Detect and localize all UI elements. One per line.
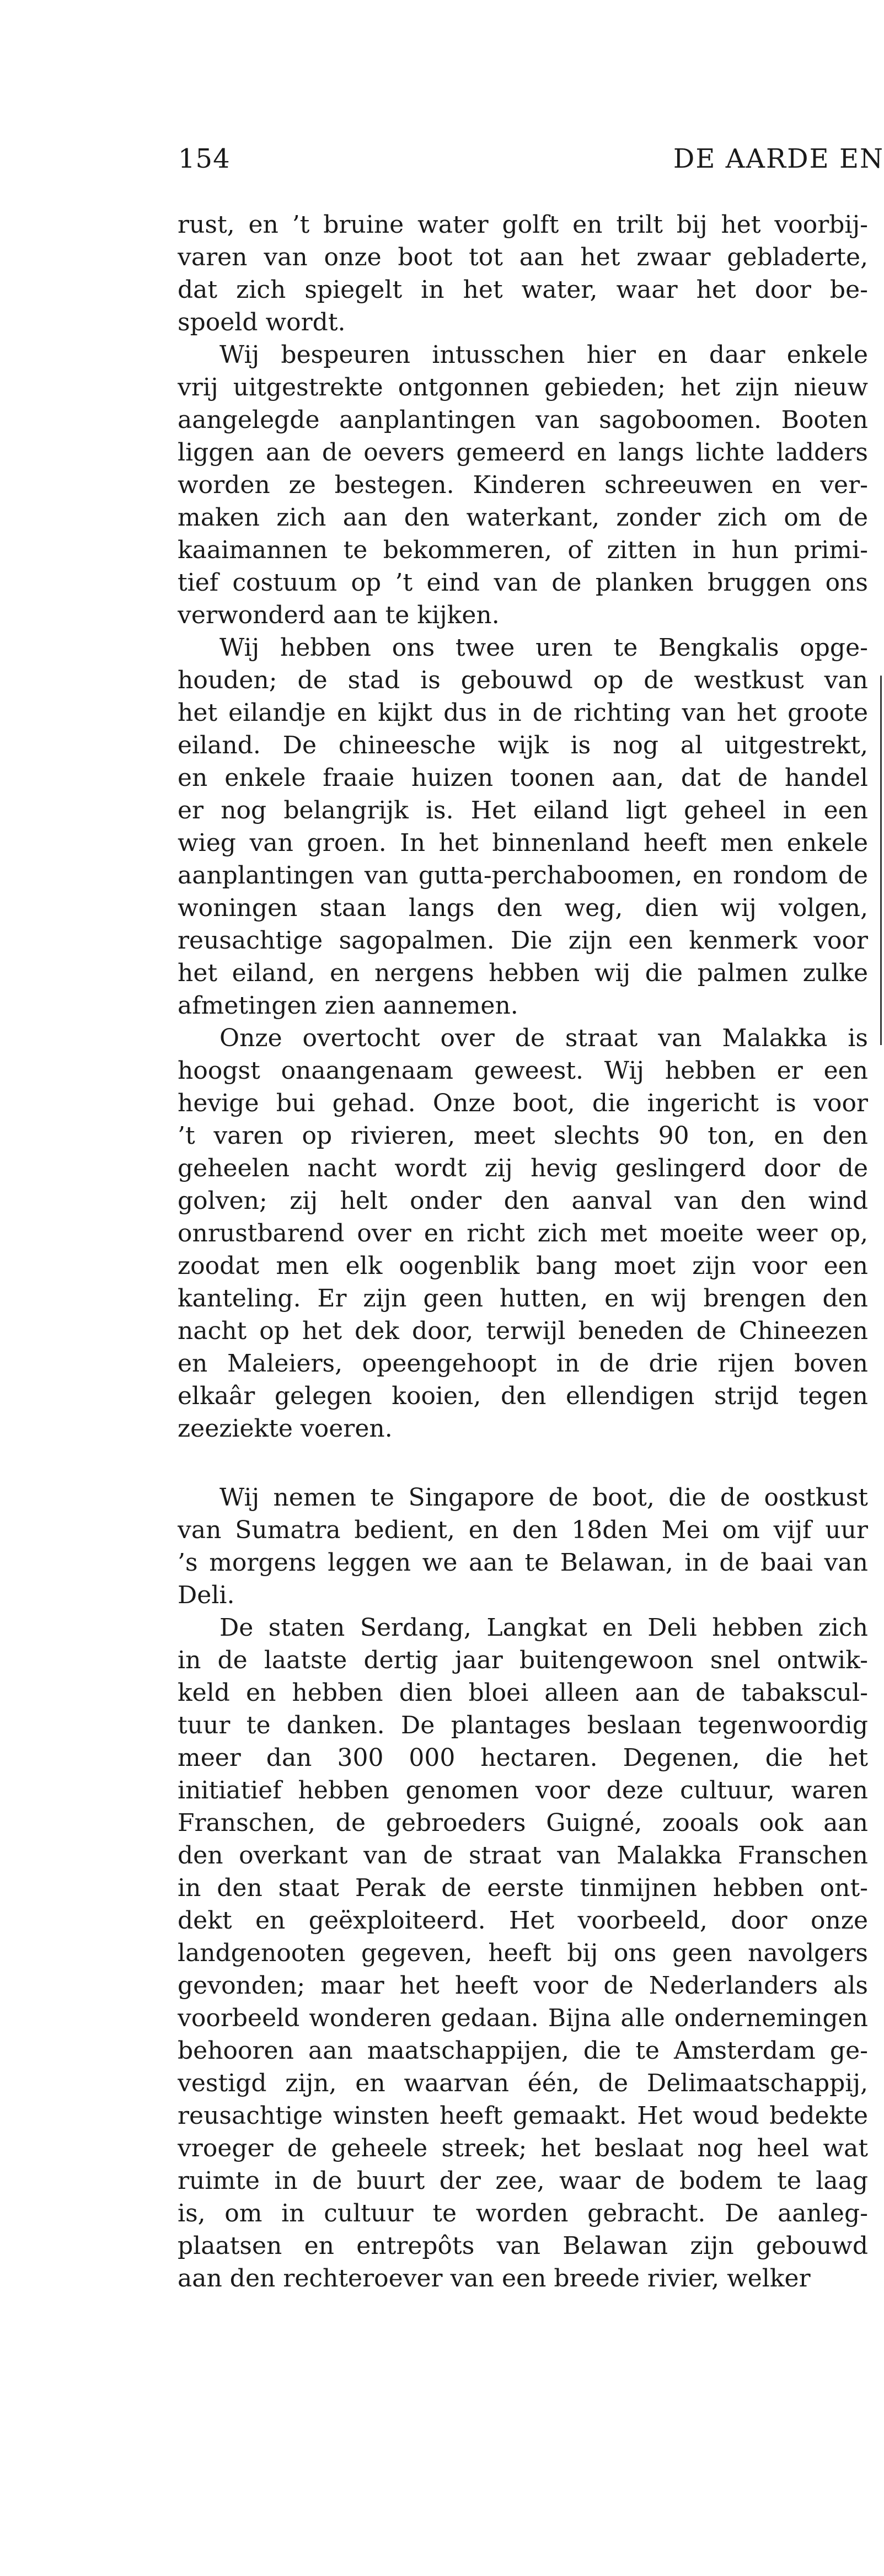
text-line: en Maleiers, opeengehoopt in de drie rijen boven (178, 1349, 868, 1378)
text-line: aangelegde aanplantingen van sagoboomen. Booten (178, 406, 868, 434)
paragraph (178, 631, 868, 1022)
text-line: ruimte in de buurt der zee, waar de bodem te laag (178, 2167, 868, 2195)
text-line: dekt en geëxploiteerd. Het voorbeeld, door onze (178, 1906, 868, 1935)
text-line: Wij hebben ons twee uren te Bengkalis opge- (219, 634, 868, 662)
text-line: ’t varen op rivieren, meet slechts 90 ton, en den (178, 1122, 868, 1150)
paragraph (178, 1481, 868, 1611)
text-line: Deli. (178, 1581, 235, 1609)
text-line: van Sumatra bedient, en den 18den Mei om vijf uur (178, 1516, 868, 1544)
paragraph (178, 1022, 868, 1445)
text-line: Franschen, de gebroeders Guigné, zooals ook aan (178, 1809, 868, 1837)
text-line: den overkant van de straat van Malakka Franschen (178, 1841, 868, 1870)
text-line: dat zich spiegelt in het water, waar het door be- (178, 276, 868, 304)
paragraph (178, 208, 868, 339)
text-line: is, om in cultuur te worden gebracht. De aanleg- (178, 2199, 868, 2227)
text-line: in den staat Perak de eerste tinmijnen hebben ont- (178, 1874, 868, 1902)
text-line: Onze overtocht over de straat van Malakka is (219, 1024, 868, 1052)
text-line: geheelen nacht wordt zij hevig geslingerd door de (178, 1154, 868, 1182)
running-head: DE AARDE EN (673, 143, 884, 174)
text-line: tuur te danken. De plantages beslaan tegenwoordig (178, 1711, 868, 1739)
text-line: varen van onze boot tot aan het zwaar gebladerte, (178, 243, 868, 271)
text-line: hoogst onaangenaam geweest. Wij hebben er een (178, 1057, 868, 1085)
text-line: onrustbarend over en richt zich met moeite weer op, (178, 1219, 868, 1247)
text-line: De staten Serdang, Langkat en Deli hebben zich (219, 1614, 868, 1642)
text-line: spoeld wordt. (178, 308, 346, 336)
text-line: het eiland, en nergens hebben wij die palmen zulke (178, 959, 868, 987)
text-line: woningen staan langs den weg, dien wij volgen, (178, 894, 868, 922)
text-line: worden ze bestegen. Kinderen schreeuwen en ver- (178, 471, 868, 499)
text-line: wieg van groen. In het binnenland heeft men enkele (178, 829, 868, 857)
text-line: behooren aan maatschappijen, die te Amsterdam ge- (178, 2037, 868, 2065)
text-line: Wij bespeuren intusschen hier en daar enkele (219, 341, 868, 369)
text-line: aan den rechteroever van een breede rivier, welker (178, 2264, 811, 2293)
text-line: verwonderd aan te kijken. (178, 601, 500, 629)
text-line: er nog belangrijk is. Het eiland ligt geheel in een (178, 796, 868, 824)
text-line: kanteling. Er zijn geen hutten, en wij brengen den (178, 1284, 868, 1313)
text-line: hevige bui gehad. Onze boot, die ingericht is voor (178, 1089, 868, 1117)
text-line: eiland. De chineesche wijk is nog al uitgestrekt, (178, 731, 868, 759)
text-line: ’s morgens leggen we aan te Belawan, in de baai van (178, 1549, 868, 1577)
section-break (178, 1445, 868, 1481)
text-line: in de laatste dertig jaar buitengewoon snel ontwik- (178, 1646, 868, 1674)
text-line: vrij uitgestrekte ontgonnen gebieden; het zijn nieuw (178, 373, 868, 401)
text-line: landgenooten gegeven, heeft bij ons geen navolgers (178, 1939, 868, 1967)
text-line: maken zich aan den waterkant, zonder zich om de (178, 504, 868, 532)
paragraph (178, 339, 868, 631)
paragraph (178, 1611, 868, 2295)
text-line: reusachtige winsten heeft gemaakt. Het woud bedekte (178, 2102, 868, 2130)
text-line: kaaimannen te bekommeren, of zitten in hun primi- (178, 536, 868, 564)
text-line: zoodat men elk oogenblik bang moet zijn voor een (178, 1252, 868, 1280)
text-line: plaatsen en entrepôts van Belawan zijn gebouwd (178, 2232, 868, 2260)
text-line: meer dan 300 000 hectaren. Degenen, die het (178, 1744, 868, 1772)
text-line: gevonden; maar het heeft voor de Nederlanders als (178, 1972, 868, 2000)
text-line: Wij nemen te Singapore de boot, die de oostkust (219, 1484, 868, 1512)
text-line: aanplantingen van gutta-perchaboomen, en rondom de (178, 861, 868, 890)
text-line: keld en hebben dien bloei alleen aan de tabakscul- (178, 1679, 868, 1707)
text-line: golven; zij helt onder den aanval van den wind (178, 1187, 868, 1215)
text-line: initiatief hebben genomen voor deze cultuur, waren (178, 1776, 868, 1804)
text-line: vroeger de geheele streek; het beslaat nog heel wat (178, 2134, 868, 2162)
text-line: en enkele fraaie huizen toonen aan, dat de handel (178, 764, 868, 792)
text-line: houden; de stad is gebouwd op de westkust van (178, 666, 868, 694)
body-text (178, 208, 868, 2295)
text-line: elkaâr gelegen kooien, den ellendigen strijd tegen (178, 1382, 868, 1410)
text-line: nacht op het dek door, terwijl beneden de Chineezen (178, 1317, 868, 1345)
text-line: rust, en ’t bruine water golft en trilt bij het voorbij- (178, 211, 868, 239)
text-line: het eilandje en kijkt dus in de richting van het groote (178, 699, 868, 727)
text-line: reusachtige sagopalmen. Die zijn een kenmerk voor (178, 926, 868, 955)
text-line: liggen aan de oevers gemeerd en langs lichte ladders (178, 438, 868, 467)
text-line: zeeziekte voeren. (178, 1415, 393, 1443)
text-line: tief costuum op ’t eind van de planken bruggen ons (178, 569, 868, 597)
text-line: vestigd zijn, en waarvan één, de Delimaatschappij, (178, 2069, 868, 2097)
text-line: voorbeeld wonderen gedaan. Bijna alle ondernemingen (178, 2004, 868, 2032)
margin-rule (880, 676, 882, 1045)
text-line: afmetingen zien aannemen. (178, 992, 518, 1020)
page-number: 154 (178, 143, 231, 174)
